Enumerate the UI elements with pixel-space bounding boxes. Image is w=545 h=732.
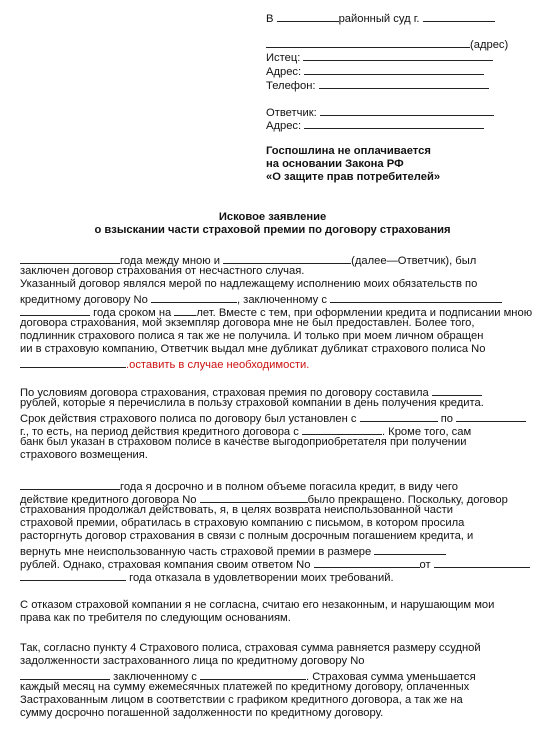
p3-line-5: расторгнуть договор страхования в связи с полным досрочным погашением кредита, и	[20, 530, 474, 542]
court-line: В районный суд г.	[266, 10, 495, 26]
p2-line-4: г., то есть, на период действия кредитного договора с . Кроме того, сам	[20, 423, 471, 439]
court-address-blank	[266, 36, 470, 48]
p3-line-1: года я досрочно и в полном объеме погасила кредит, в виду чего	[20, 478, 458, 494]
phone-line: Телефон:	[266, 77, 489, 93]
p4-line-1: С отказом страховой компании я не согласна, считаю его незаконным, и нарушающим мои	[20, 599, 495, 611]
p3-line-2: действие кредитного договора No было прекращено. Поскольку, договор	[20, 491, 508, 507]
p5-line-4: каждый месяц на сумму ежемесячных платежей по кредитному договору, оплаченных	[20, 681, 470, 693]
p1-line-4: кредитному договору No , заключенному с	[20, 291, 502, 307]
plaintiff-line: Истец:	[266, 49, 493, 65]
p5-line-5: Застрахованным лицом в соответствии с графиком кредитного договора, а так же на	[20, 694, 463, 706]
p5-line-3: заключенному с . Страховая сумма уменьшается	[20, 668, 476, 684]
p1-line-7: подлинник страхового полиса я так же не получила. И только при моем личном обращен	[20, 330, 484, 342]
p3-line-4: страховой премии, обратилась в страховую компанию с письмом, в котором просила	[20, 517, 465, 529]
p2-line-6: страхового возмещения.	[20, 449, 148, 461]
document-subtitle: о взыскании части страховой премии по договору страхования	[94, 224, 451, 236]
p1-line-8: ии в страховую компанию, Ответчик выдал мне дубликат дубликат страхового полиса No	[20, 343, 486, 355]
fee-line-3: «О защите прав потребителей»	[266, 171, 441, 183]
p2-line-3: Срок действия страхового полиса по договору был установлен с по	[20, 410, 526, 426]
p3-line-8: года отказала в удовлетворении моих требований.	[20, 569, 394, 585]
p2-line-1: По условиям договора страхования, страховая премия по договору составила	[20, 384, 482, 400]
court-blank	[277, 10, 339, 22]
defendant-line: Ответчик:	[266, 104, 494, 120]
p1-line-2: заключен договор страхования от несчастного случая.	[20, 265, 305, 277]
p1-line-1: года между мною и (далее—Ответчик), был	[20, 252, 476, 268]
p5-line-1: Так, согласно пункту 4 Страхового полиса, страховая сумма равняется размеру ссудной	[20, 642, 481, 654]
plaintiff-address-line: Адрес:	[266, 63, 484, 79]
fee-line-2: на основании Закона РФ	[266, 158, 404, 170]
p3-line-7: рублей. Однако, страховая компания своим ответом No от	[20, 556, 530, 572]
p2-line-2: рублей, которые я перечислила в пользу страховой компании в день получения кредита.	[20, 397, 484, 409]
p1-line-5: года сроком на лет. Вместе с тем, при оформлении кредита и подписании мною	[20, 304, 532, 320]
p4-line-2: права как по требителя по следующим основаниям.	[20, 612, 291, 624]
p3-line-6: вернуть мне неиспользованную часть страховой премии в размере	[20, 543, 446, 559]
fee-line-1: Госпошлина не оплачивается	[266, 145, 431, 157]
p1-line-3: Указанный договор являлся мерой по надлежащему исполнению моих обязательств по	[20, 278, 478, 290]
p5-line-6: сумму досрочно погашенной задолженности по кредитному договору.	[20, 707, 384, 719]
p5-line-2: задолженности застрахованного лица по кредитному договору No	[20, 655, 365, 667]
p2-line-5: банк был указан в страховом полисе в качестве выгодоприобретателя при получении	[20, 436, 467, 448]
address-line: (адрес)	[266, 36, 508, 52]
p1-line-9	[20, 356, 309, 372]
city-blank	[423, 10, 495, 22]
p1-line-6: договора страхования, мой экземпляр договора мне не был предоставлен. Более того,	[20, 317, 475, 329]
defendant-address-line: Адрес:	[266, 117, 484, 133]
optional-note: .оставить в случае необходимости.	[126, 359, 310, 371]
p3-line-3: страхования продолжал действовать, я, в целях возврата неиспользованной части	[20, 504, 453, 516]
document-title: Исковое заявление	[218, 211, 327, 223]
